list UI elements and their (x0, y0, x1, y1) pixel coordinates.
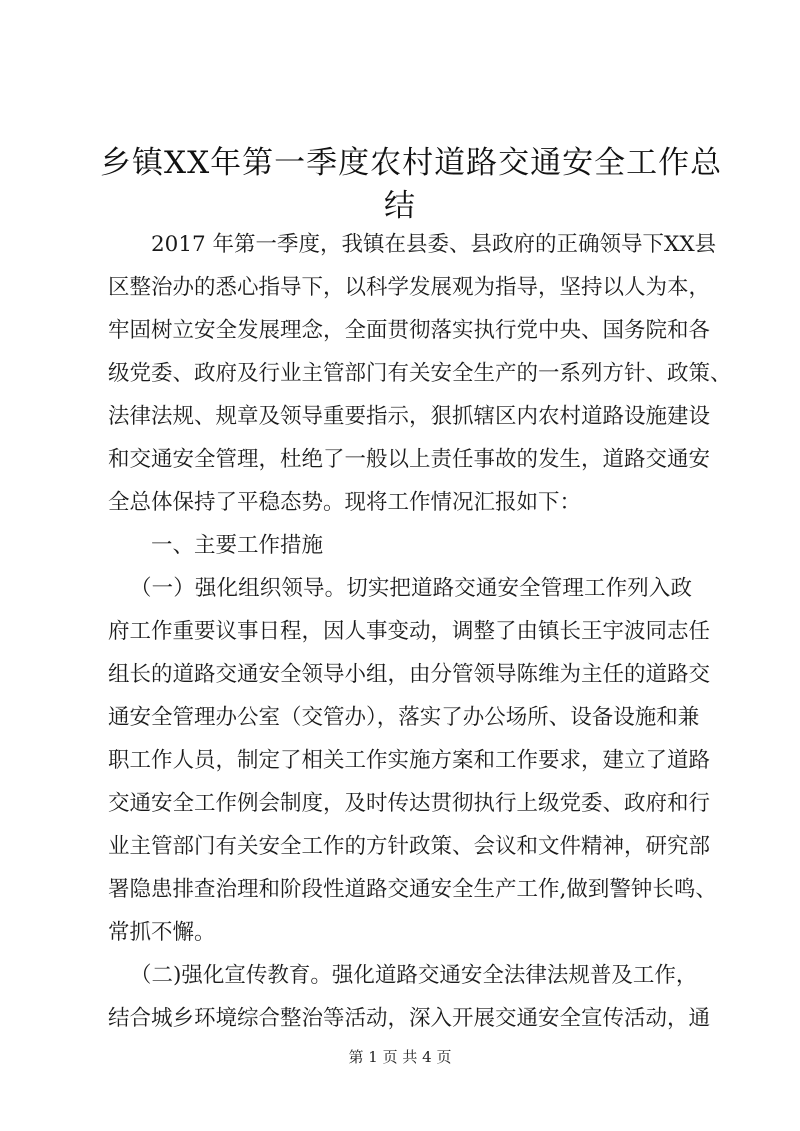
paragraph-line: 牢固树立安全发展理念，全面贯彻落实执行党中央、国务院和各 (108, 318, 711, 343)
paragraph-line: 职工作人员，制定了相关工作实施方案和工作要求，建立了道路 (108, 748, 711, 773)
paragraph-line: 府工作重要议事日程，因人事变动，调整了由镇长王宇波同志任 (108, 619, 711, 644)
paragraph-line: 和交通安全管理，杜绝了一般以上责任事故的发生，道路交通安 (108, 447, 711, 472)
paragraph-line: 结合城乡环境综合整治等活动，深入开展交通安全宣传活动，通 (108, 1006, 711, 1031)
paragraph-line: 级党委、政府及行业主管部门有关安全生产的一系列方针、政策、 (108, 361, 732, 386)
section-heading: 一、主要工作措施 (151, 533, 324, 558)
page-number-footer: 第 1 页 共 4 页 (348, 1048, 452, 1066)
paragraph-line: 署隐患排查治理和阶段性道路交通安全生产工作,做到警钟长鸣、 (108, 877, 717, 902)
paragraph-line: 通安全管理办公室（交管办），落实了办公场所、设备设施和兼 (108, 705, 700, 730)
paragraph-line: 法律法规、规章及领导重要指示，狠抓辖区内农村道路设施建设 (108, 404, 711, 429)
paragraph-line: 业主管部门有关安全工作的方针政策、会议和文件精神，研究部 (108, 834, 711, 859)
paragraph-line: 2017 年第一季度，我镇在县委、县政府的正确领导下XX县 (151, 232, 717, 257)
paragraph-line: （一）强化组织领导。切实把道路交通安全管理工作列入政 (130, 576, 692, 601)
paragraph-line: （二)强化宣传教育。强化道路交通安全法律法规普及工作， (130, 963, 698, 988)
document-title-line-2: 结 (384, 188, 416, 224)
paragraph-line: 全总体保持了平稳态势。现将工作情况汇报如下： (108, 490, 582, 515)
document-title-line-1: 乡镇XX年第一季度农村道路交通安全工作总 (100, 145, 723, 181)
paragraph-line: 常抓不懈。 (108, 920, 216, 945)
paragraph-line: 组长的道路交通安全领导小组，由分管领导陈维为主任的道路交 (108, 662, 711, 687)
paragraph-line: 区整治办的悉心指导下，以科学发展观为指导，坚持以人为本， (108, 275, 711, 300)
paragraph-line: 交通安全工作例会制度，及时传达贯彻执行上级党委、政府和行 (108, 791, 711, 816)
